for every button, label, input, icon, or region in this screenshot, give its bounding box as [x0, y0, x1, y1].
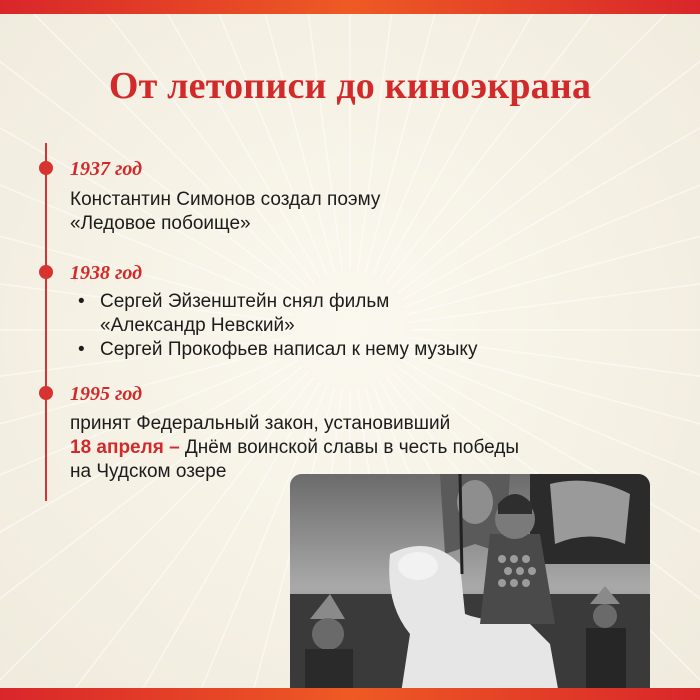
list-item	[78, 338, 477, 362]
highlight-date: 18 апреля –	[70, 437, 180, 458]
top-border	[0, 0, 700, 14]
event-1995-line-2-rest: Днём воинской славы в честь победы	[179, 437, 520, 458]
timeline-line	[45, 143, 47, 501]
event-1995-line-1: принят Федеральный закон, установивший	[70, 413, 451, 434]
year-1995: 1995 год	[70, 383, 143, 405]
event-1937-line-2: «Ледовое побоище»	[70, 213, 251, 234]
list-item	[78, 290, 477, 338]
event-1938-bullet-1-line-2: «Александр Невский»	[100, 315, 295, 336]
film-still-photo	[290, 474, 650, 700]
film-still-alexander-nevsky-icon	[290, 474, 650, 700]
page-title: От летописи до киноэкрана	[108, 65, 592, 107]
sunburst-ray	[402, 20, 700, 300]
sunburst-ray	[0, 0, 313, 282]
event-1995-line-2	[70, 436, 519, 460]
year-1937: 1937 год	[70, 158, 143, 180]
sunburst-ray	[392, 0, 700, 288]
timeline-dot-1938	[39, 265, 53, 279]
timeline-dot-1937	[39, 161, 53, 175]
event-1938-list	[78, 290, 477, 362]
event-1937-line-1: Константин Симонов создал поэму	[70, 189, 381, 210]
year-1938: 1938 год	[70, 262, 143, 284]
event-1937-text	[70, 188, 380, 236]
sunburst-ray	[387, 0, 700, 282]
sunburst-ray	[398, 0, 700, 293]
bottom-border	[0, 688, 700, 700]
sunburst-ray	[366, 0, 511, 272]
event-1995-line-3: на Чудском озере	[70, 461, 227, 482]
event-1938-bullet-1-line-1: • Сергей Эйзенштейн снял фильм	[100, 291, 390, 312]
timeline-dot-1995	[39, 386, 53, 400]
event-1938-bullet-2-line-1: • Сергей Прокофьев написал к нему музыку	[100, 339, 478, 360]
